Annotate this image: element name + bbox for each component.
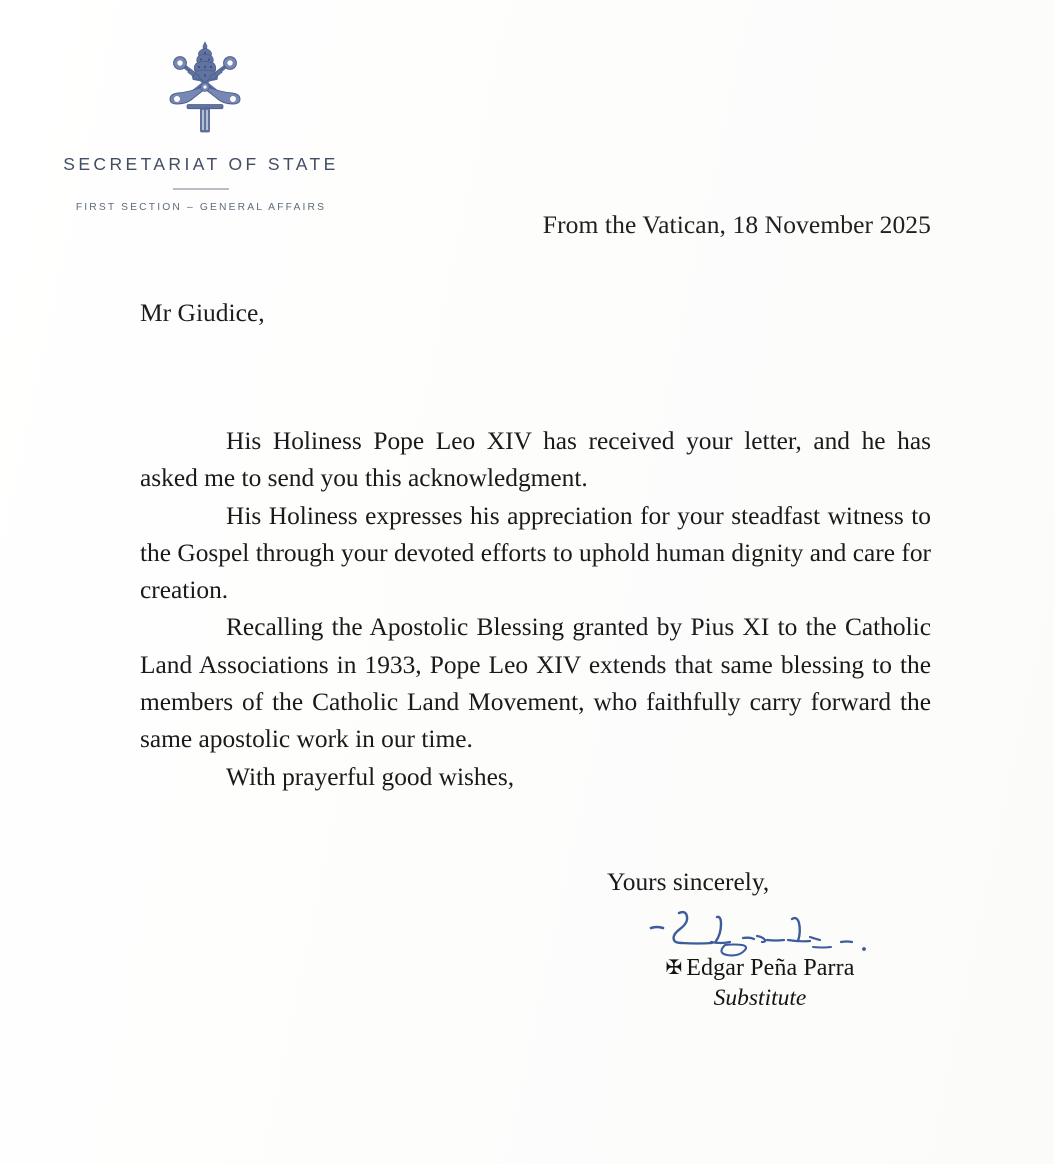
- episcopal-cross-icon: ✠: [665, 957, 683, 979]
- body-paragraph: Recalling the Apostolic Blessing granted by Pius XI to the Catholic Land Associations in 1933, Pope Leo XIV extends that same blessing to the members of the Catholic Land Movement, who faithfully carry forward the same apostolic work in our time.: [140, 613, 931, 754]
- signatory-name: Edgar Peña Parra: [686, 955, 855, 981]
- letterhead-subtitle: FIRST SECTION – GENERAL AFFAIRS: [75, 202, 327, 213]
- body-paragraph: His Holiness Pope Leo XIV has received your letter, and he has asked me to send you this acknowledgment.: [140, 427, 931, 493]
- date-line: From the Vatican, 18 November 2025: [542, 210, 931, 239]
- closing-wishes-paragraph: With prayerful good wishes,: [226, 762, 515, 791]
- salutation: Mr Giudice,: [140, 298, 265, 327]
- signature-block: [560, 905, 960, 1012]
- body-paragraph: His Holiness expresses his appreciation for your steadfast witness to the Gospel through your devoted efforts to uphold human dignity and care for creation.: [140, 501, 931, 605]
- signatory-name-line: [560, 955, 960, 982]
- letter-body: [140, 423, 931, 796]
- emblem-container: [46, 34, 356, 142]
- closing-line: Yours sincerely,: [607, 868, 770, 896]
- letterhead: [46, 34, 356, 213]
- signatory-role: Substitute: [713, 985, 807, 1011]
- papal-tiara-and-keys-icon: [157, 38, 253, 142]
- letterhead-title: SECRETARIAT OF STATE: [63, 154, 339, 174]
- handwritten-signature-icon: [645, 905, 875, 959]
- letterhead-divider: [173, 188, 229, 190]
